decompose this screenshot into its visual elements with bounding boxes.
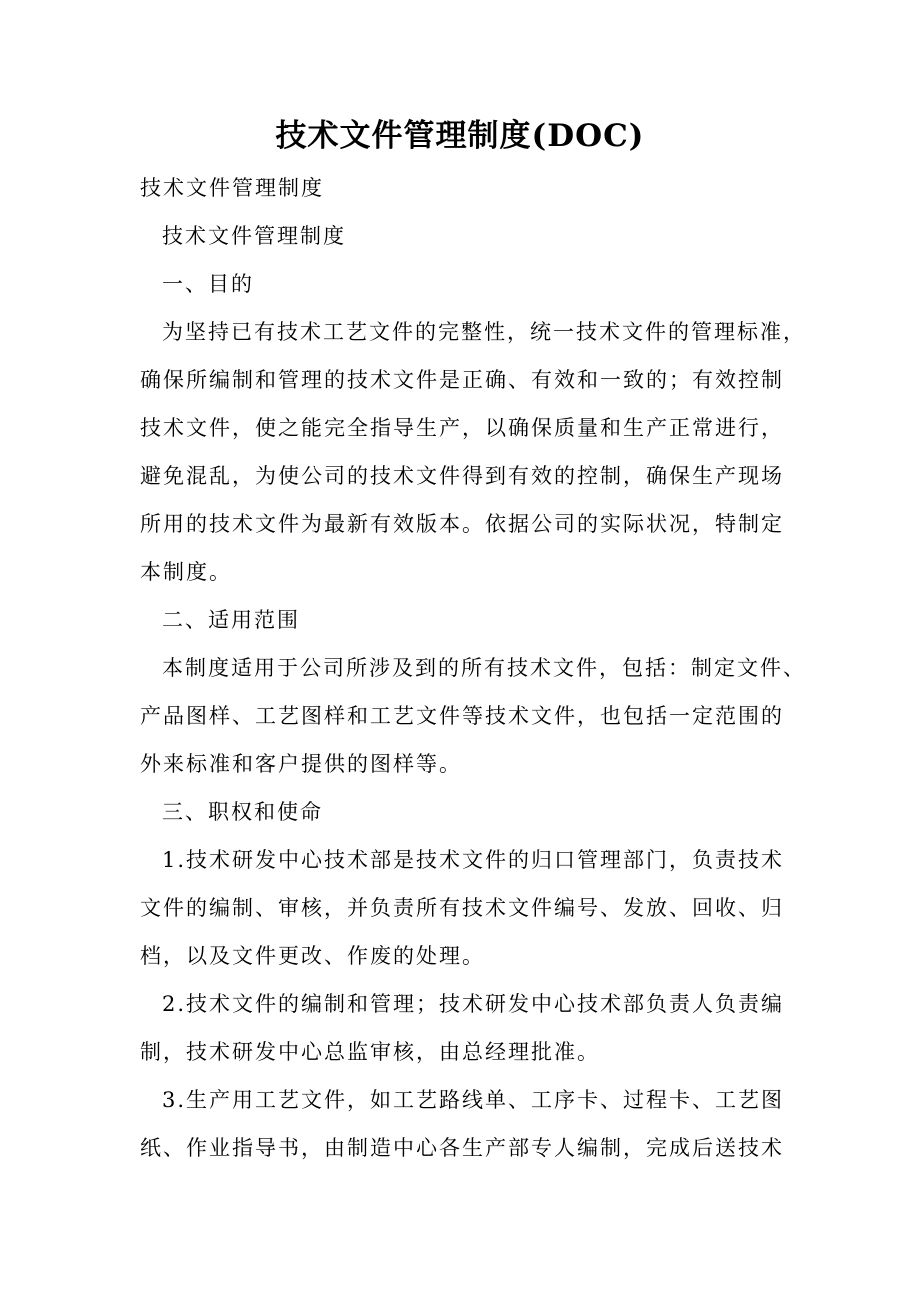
- section-heading-text: 三、职权和使命: [162, 800, 323, 824]
- heading-text: 技术文件管理制度: [162, 224, 346, 248]
- paragraph-line: 制，技术研发中心总监审核，由总经理批准。: [140, 1040, 600, 1064]
- section-heading-responsibilities: [140, 788, 800, 836]
- section-heading-text: 二、适用范围: [162, 608, 300, 632]
- paragraph-line: 避免混乱，为使公司的技术文件得到有效的控制，确保生产现场: [140, 464, 784, 488]
- paragraph-line: 档，以及文件更改、作废的处理。: [140, 944, 485, 968]
- paragraph-line: 本制度适用于公司所涉及到的所有技术文件，包括：制定文件、: [162, 656, 806, 680]
- document-heading: [140, 212, 800, 260]
- paragraph-line: 产品图样、工艺图样和工艺文件等技术文件，也包括一定范围的: [140, 704, 784, 728]
- paragraph-line: 技术文件，使之能完全指导生产，以确保质量和生产正常进行，: [140, 416, 784, 440]
- paragraph-line: 确保所编制和管理的技术文件是正确、有效和一致的；有效控制: [140, 368, 784, 392]
- paragraph-line: 外来标准和客户提供的图样等。: [140, 752, 462, 776]
- subtitle-text: 技术文件管理制度: [140, 176, 324, 200]
- document-subtitle: [140, 164, 800, 212]
- paragraph-line: 为坚持已有技术工艺文件的完整性，统一技术文件的管理标准，: [162, 320, 806, 344]
- paragraph-line: 所用的技术文件为最新有效版本。依据公司的实际状况，特制定: [140, 512, 784, 536]
- paragraph-line: 3.生产用工艺文件，如工艺路线单、工序卡、过程卡、工艺图: [162, 1088, 785, 1112]
- list-item-1: [140, 836, 800, 980]
- paragraph-line: 本制度。: [140, 560, 232, 584]
- section-heading-purpose: [140, 260, 800, 308]
- paragraph-line: 纸、作业指导书，由制造中心各生产部专人编制，完成后送技术: [140, 1136, 784, 1160]
- list-item-2: [140, 980, 800, 1076]
- section-heading-scope: [140, 596, 800, 644]
- list-item-3: [140, 1076, 800, 1172]
- paragraph-line: 1.技术研发中心技术部是技术文件的归口管理部门，负责技术: [162, 848, 785, 872]
- paragraph-line: 文件的编制、审核，并负责所有技术文件编号、发放、回收、归: [140, 896, 784, 920]
- document-body: [140, 164, 806, 1172]
- section-heading-text: 一、目的: [162, 272, 254, 296]
- paragraph-purpose: [140, 308, 806, 596]
- document-title: 技术文件管理制度(DOC): [275, 118, 645, 154]
- paragraph-scope: [140, 644, 806, 788]
- paragraph-line: 2.技术文件的编制和管理；技术研发中心技术部负责人负责编: [162, 992, 785, 1016]
